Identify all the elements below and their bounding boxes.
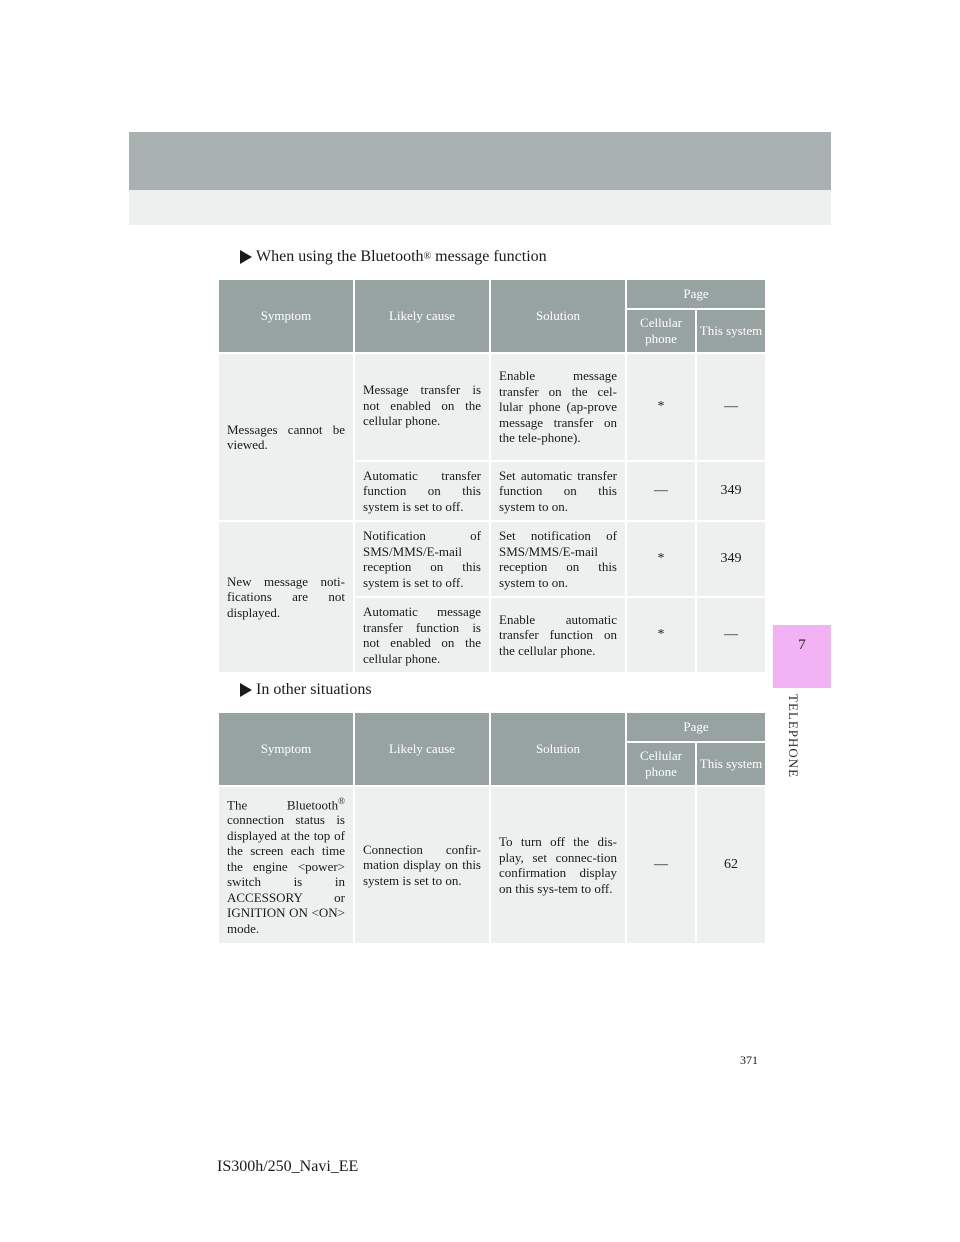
heading-text-end: message function <box>431 248 547 265</box>
solution-header: Solution <box>490 712 626 786</box>
page-header: Page <box>626 712 766 742</box>
symptom-cell: Messages cannot be viewed. <box>218 353 354 521</box>
table-row <box>218 521 766 597</box>
chapter-tab <box>773 625 831 688</box>
cellular-page-cell: * <box>626 353 696 461</box>
chapter-number: 7 <box>798 637 806 653</box>
cellular-phone-header: Cellular phone <box>626 742 696 786</box>
solution-cell: To turn off the dis-play, set connec-tion confirmation display on this sys-tem to off. <box>490 786 626 944</box>
cause-cell: Message transfer is not enabled on the cellular phone. <box>354 353 490 461</box>
bluetooth-message-heading: When using the Bluetooth ® message function <box>240 248 547 266</box>
other-situations-heading <box>240 681 372 699</box>
solution-cell: Enable message transfer on the cel-lular phone (ap-prove message transfer on the tele-phone). <box>490 353 626 461</box>
system-page-cell: 349 <box>696 521 766 597</box>
likely-cause-header: Likely cause <box>354 712 490 786</box>
bluetooth-message-table <box>217 278 767 674</box>
this-system-header: This system <box>696 309 766 353</box>
system-page-cell: 62 <box>696 786 766 944</box>
cellular-page-cell: — <box>626 786 696 944</box>
header-band <box>129 132 831 190</box>
cellular-page-cell: * <box>626 597 696 673</box>
cellular-page-cell: * <box>626 521 696 597</box>
system-page-cell: — <box>696 353 766 461</box>
solution-cell: Set automatic transfer function on this system to on. <box>490 461 626 521</box>
section-title: 3. WHAT TO DO IF... <box>783 39 908 54</box>
cause-cell: Notification of SMS/MMS/E-mail reception on this system is set to off. <box>354 521 490 597</box>
cellular-phone-header: Cellular phone <box>626 309 696 353</box>
symptom-cell: New message noti-fications are not displayed. <box>218 521 354 673</box>
other-situations-table <box>217 711 767 945</box>
cellular-page-cell: — <box>626 461 696 521</box>
solution-cell: Set notification of SMS/MMS/E-mail reception on this system to on. <box>490 521 626 597</box>
likely-cause-header: Likely cause <box>354 279 490 353</box>
cause-cell: Automatic transfer function on this system is set to off. <box>354 461 490 521</box>
symptom-text: The Bluetooth <box>227 796 339 812</box>
page-number: 371 <box>740 1053 758 1067</box>
cause-cell: Connection confir-mation display on this system is set to on. <box>354 786 490 944</box>
symptom-cell <box>218 786 354 944</box>
heading-text: In other situations <box>256 681 372 698</box>
registered-mark: ® <box>338 795 345 806</box>
table-row <box>218 786 766 944</box>
system-page-cell: — <box>696 597 766 673</box>
symptom-header: Symptom <box>218 279 354 353</box>
table-row <box>218 353 766 461</box>
solution-header: Solution <box>490 279 626 353</box>
this-system-header: This system <box>696 742 766 786</box>
system-page-cell: 349 <box>696 461 766 521</box>
symptom-text-end: connection status is displayed at the top of the screen each time the engine <power> switch is in ACCESSORY or IGNITION ON <ON> mode. <box>227 812 345 936</box>
document-code: IS300h/250_Navi_EE <box>217 1158 359 1175</box>
symptom-header: Symptom <box>218 712 354 786</box>
page-header: Page <box>626 279 766 309</box>
chapter-label: TELEPHONE <box>786 694 801 779</box>
cause-cell: Automatic message transfer function is not enabled on the cellular phone. <box>354 597 490 673</box>
heading-text: When using the Bluetooth <box>256 248 424 265</box>
triangle-bullet-icon <box>240 683 252 697</box>
solution-cell: Enable automatic transfer function on the cellular phone. <box>490 597 626 673</box>
header-subband <box>129 190 831 225</box>
triangle-bullet-icon <box>240 250 252 264</box>
